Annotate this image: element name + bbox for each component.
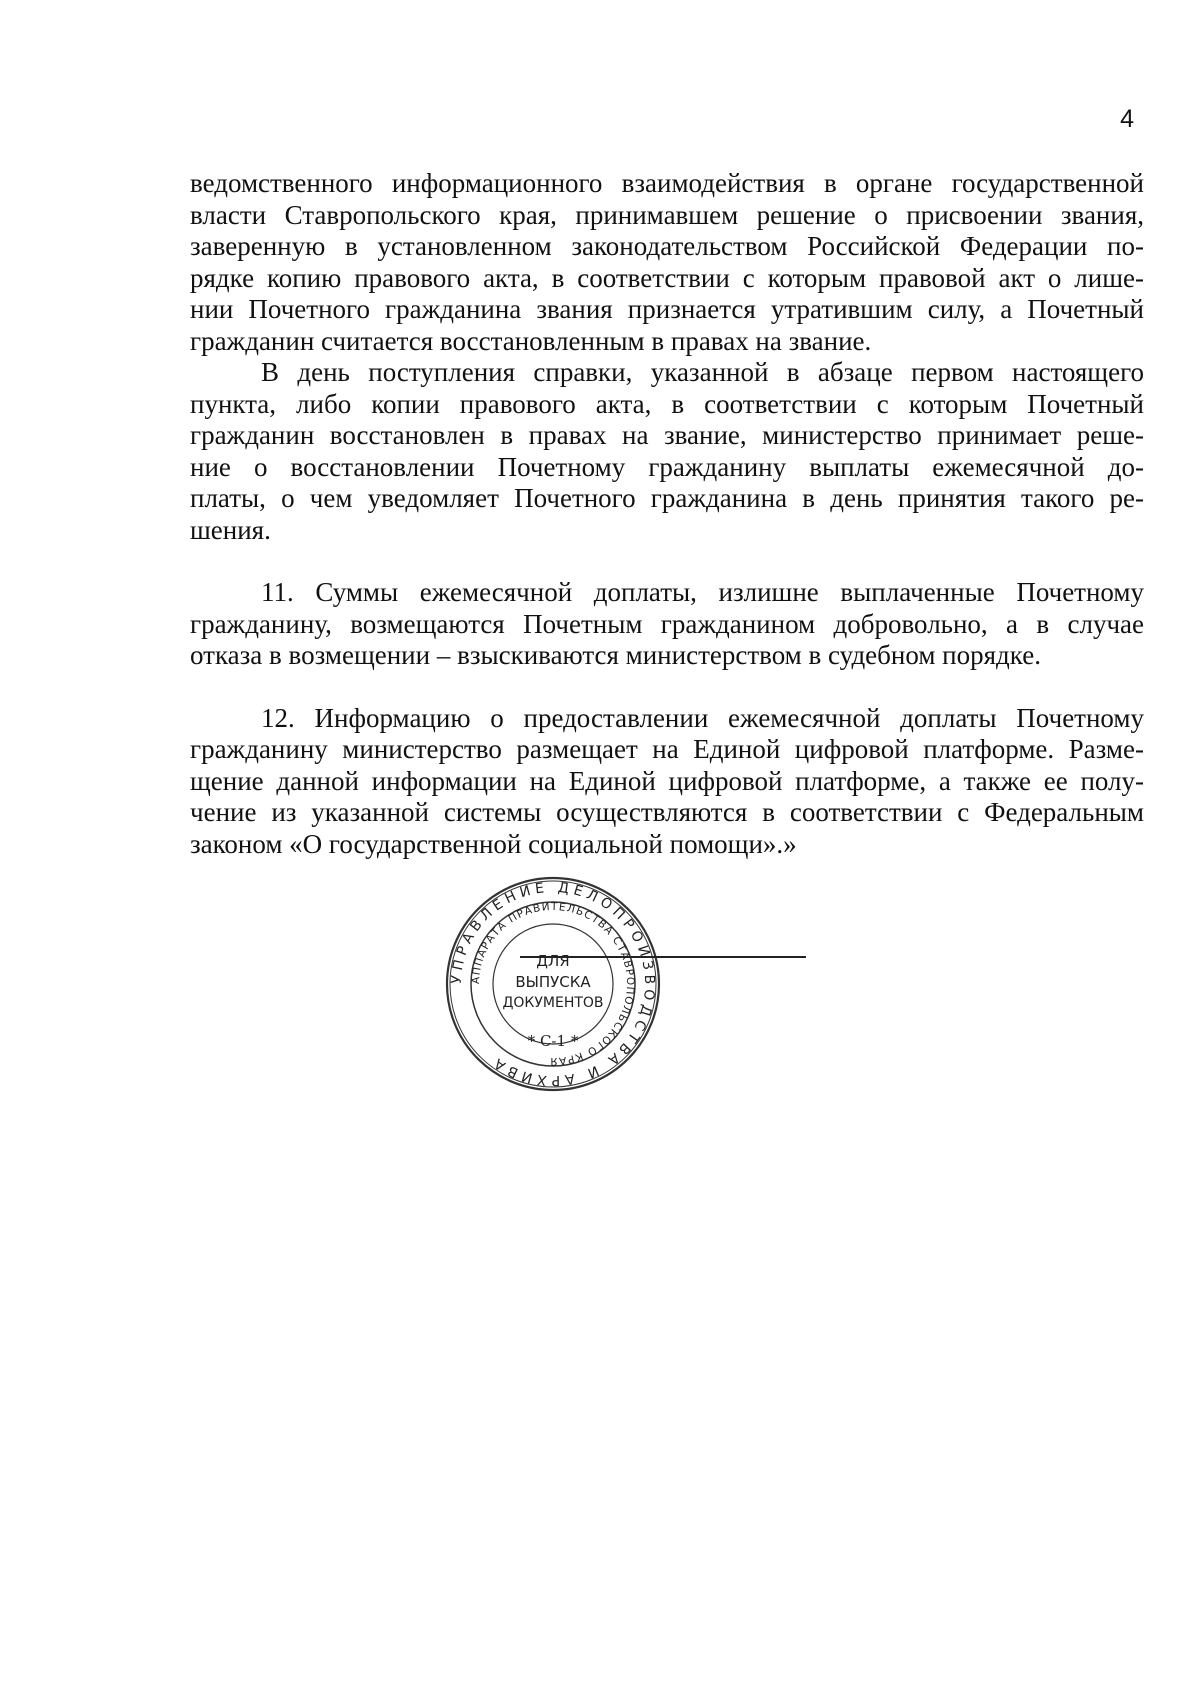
paragraph-item-11: [190, 577, 1144, 672]
text-line: платы, о чем уведомляет Почетного гражданина в день принятия такого ре-: [190, 483, 1144, 513]
text-line: рядке копию правового акта, в соответствии с которым правовой акт о лише-: [190, 262, 1144, 293]
official-stamp: [443, 874, 813, 1094]
stamp-code: * С-1 *: [527, 1032, 579, 1050]
text-line: отказа в возмещении – взыскиваются министерством в судебном порядке.: [190, 640, 1041, 670]
document-body: [190, 168, 1144, 860]
text-line: шения.: [190, 514, 271, 545]
stamp-outer-text: УПРАВЛЕНИЕ ДЕЛОПРОИЗВОДСТВА И АРХИВА: [448, 879, 658, 1089]
text-line: ние о восстановлении Почетному гражданину выплаты ежемесячной до-: [190, 451, 1144, 482]
text-line: законом «О государственной социальной помощи».»: [190, 828, 797, 859]
stamp-seal-icon: [443, 874, 663, 1094]
signature-line: [520, 956, 806, 958]
text-line: власти Ставропольского края, принимавшем решение о присвоении звания,: [190, 199, 1144, 230]
paragraph-gap: [190, 546, 1144, 577]
text-line: гражданин считается восстановленным в правах на звание.: [190, 325, 872, 356]
stamp-inner-text: АППАРАТА ПРАВИТЕЛЬСТВА СТАВРОПОЛЬСКОГО КРАЯ: [469, 900, 637, 1068]
text-line: нии Почетного гражданина звания признается утратившим силу, а Почетный: [190, 294, 1144, 324]
text-line: 12. Информацию о предоставлении ежемесячной доплаты Почетному: [261, 702, 1144, 733]
text-line: чение из указанной системы осуществляются в соответствии с Федеральным: [190, 797, 1144, 827]
text-line: пункта, либо копии правового акта, в соответствии с которым Почетный: [190, 388, 1144, 419]
text-line: ведомственного информационного взаимодействия в органе государственной: [190, 168, 1144, 198]
text-line: гражданину министерство размещает на Единой цифровой платформе. Разме-: [190, 734, 1144, 764]
text-line: заверенную в установленном законодательством Российской Федерации по-: [190, 231, 1144, 261]
paragraph-item-12: [190, 703, 1144, 861]
text-line: гражданин восстановлен в правах на звание, министерство принимает реше-: [190, 420, 1144, 450]
paragraph-gap: [190, 672, 1144, 703]
paragraph-restoration: [190, 357, 1144, 546]
text-line: 11. Суммы ежемесячной доплаты, излишне выплаченные Почетному: [261, 577, 1144, 607]
text-line: щение данной информации на Единой цифровой платформе, а также ее полу-: [190, 765, 1144, 796]
stamp-center-line-2: ВЫПУСКА: [515, 973, 591, 991]
text-line: гражданину, возмещаются Почетным гражданином добровольно, а в случае: [190, 608, 1144, 639]
stamp-center-line-3: ДОКУМЕНТОВ: [502, 995, 604, 1011]
page-number: 4: [1120, 105, 1134, 133]
text-line: В день поступления справки, указанной в абзаце первом настоящего: [261, 357, 1144, 387]
paragraph-continuation: [190, 168, 1144, 357]
stamp-center-line-1: ДЛЯ: [536, 952, 570, 970]
